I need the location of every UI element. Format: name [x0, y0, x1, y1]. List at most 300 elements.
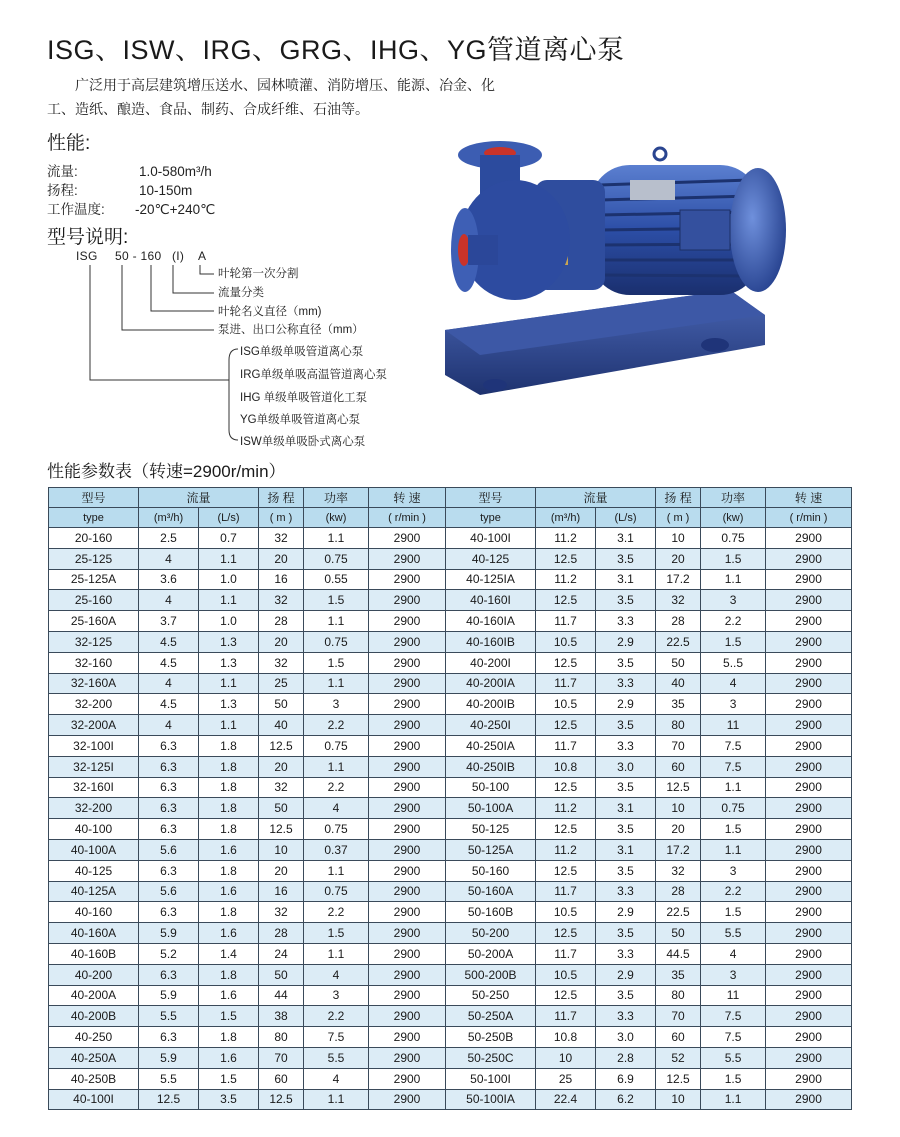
table-cell: 2900 — [369, 590, 446, 611]
table-cell: 32 — [259, 590, 304, 611]
table-cell: 40-100I — [49, 1089, 139, 1110]
table-cell: 1.1 — [199, 715, 259, 736]
table-cell: 11.7 — [536, 1006, 596, 1027]
table-row — [49, 652, 852, 673]
table-cell: 3.3 — [596, 943, 656, 964]
table-cell: 4 — [304, 798, 369, 819]
table-cell: 32-200A — [49, 715, 139, 736]
table-cell: 32 — [259, 902, 304, 923]
unit-type: type — [49, 508, 139, 528]
table-cell: 2900 — [369, 902, 446, 923]
table-cell: 40-125 — [446, 548, 536, 569]
table-cell: 5.5 — [701, 923, 766, 944]
table-cell: 44.5 — [656, 943, 701, 964]
table-cell: 50-125A — [446, 839, 536, 860]
table-row — [49, 548, 852, 569]
table-cell: 2.8 — [596, 1047, 656, 1068]
table-cell: 1.8 — [199, 735, 259, 756]
table-cell: 7.5 — [701, 735, 766, 756]
table-cell: 3 — [701, 694, 766, 715]
table-cell: 3.5 — [596, 548, 656, 569]
table-cell: 2900 — [369, 881, 446, 902]
table-cell: 3.5 — [596, 819, 656, 840]
legend-series-ihg: IHG 单级单吸管道化工泵 — [240, 392, 368, 404]
table-cell: 2900 — [369, 715, 446, 736]
table-row — [49, 964, 852, 985]
table-cell: 80 — [656, 715, 701, 736]
table-cell: 44 — [259, 985, 304, 1006]
table-cell: 11.2 — [536, 839, 596, 860]
table-cell: 2900 — [766, 756, 852, 777]
table-row — [49, 819, 852, 840]
table-cell: 6.3 — [139, 1027, 199, 1048]
table-cell: 1.1 — [304, 1089, 369, 1110]
table-cell: 2900 — [766, 1027, 852, 1048]
table-cell: 1.1 — [304, 860, 369, 881]
table-cell: 3.0 — [596, 1027, 656, 1048]
table-cell: 40-160IA — [446, 611, 536, 632]
table-cell: 10 — [536, 1047, 596, 1068]
table-row — [49, 1006, 852, 1027]
table-cell: 10.5 — [536, 631, 596, 652]
table-cell: 17.2 — [656, 839, 701, 860]
table-cell: 40-160IB — [446, 631, 536, 652]
table-cell: 1.1 — [199, 673, 259, 694]
unit-ls: (L/s) — [199, 508, 259, 528]
table-cell: 3.1 — [596, 569, 656, 590]
legend-series-yg: YG单级单吸管道离心泵 — [240, 414, 361, 426]
table-cell: 60 — [656, 756, 701, 777]
table-cell: 3.5 — [596, 985, 656, 1006]
table-row — [49, 985, 852, 1006]
table-cell: 5.5 — [701, 1047, 766, 1068]
col-flow-header: 流量 — [139, 488, 259, 508]
col-power-header: 功率 — [701, 488, 766, 508]
table-cell: 25-160A — [49, 611, 139, 632]
table-cell: 40-160I — [446, 590, 536, 611]
table-cell: 50 — [656, 923, 701, 944]
table-cell: 2900 — [766, 590, 852, 611]
table-cell: 1.5 — [701, 548, 766, 569]
table-cell: 1.4 — [199, 943, 259, 964]
table-cell: 1.8 — [199, 798, 259, 819]
table-cell: 25-125A — [49, 569, 139, 590]
table-cell: 1.1 — [199, 590, 259, 611]
table-cell: 2900 — [369, 652, 446, 673]
table-cell: 25 — [259, 673, 304, 694]
table-cell: 5.9 — [139, 923, 199, 944]
table-cell: 32-125 — [49, 631, 139, 652]
perf-label: 流量: — [47, 164, 78, 179]
table-cell: 2900 — [369, 548, 446, 569]
table-cell: 2900 — [369, 1068, 446, 1089]
table-cell: 32-160 — [49, 652, 139, 673]
table-row — [49, 735, 852, 756]
table-cell: 1.1 — [304, 528, 369, 549]
table-cell: 50-200 — [446, 923, 536, 944]
table-cell: 6.3 — [139, 798, 199, 819]
table-cell: 40-160A — [49, 923, 139, 944]
table-cell: 40-100A — [49, 839, 139, 860]
table-cell: 3 — [304, 985, 369, 1006]
table-row — [49, 881, 852, 902]
table-cell: 4.5 — [139, 652, 199, 673]
table-cell: 1.5 — [701, 819, 766, 840]
table-cell: 2900 — [369, 735, 446, 756]
unit-rpm: ( r/min ) — [766, 508, 852, 528]
table-cell: 1.3 — [199, 694, 259, 715]
table-cell: 2900 — [766, 1047, 852, 1068]
col-speed-header: 转 速 — [369, 488, 446, 508]
table-cell: 10 — [259, 839, 304, 860]
table-cell: 1.8 — [199, 756, 259, 777]
table-cell: 2900 — [766, 631, 852, 652]
table-cell: 40-200 — [49, 964, 139, 985]
table-row — [49, 943, 852, 964]
table-cell: 1.6 — [199, 1047, 259, 1068]
table-cell: 20 — [656, 548, 701, 569]
table-cell: 2900 — [369, 839, 446, 860]
table-cell: 50-160 — [446, 860, 536, 881]
table-cell: 6.3 — [139, 777, 199, 798]
table-cell: 4 — [304, 964, 369, 985]
table-cell: 2900 — [766, 1089, 852, 1110]
table-cell: 2900 — [766, 673, 852, 694]
table-cell: 6.2 — [596, 1089, 656, 1110]
legend-impeller-dia: 叶轮名义直径（mm) — [218, 306, 322, 318]
table-cell: 2.2 — [304, 1006, 369, 1027]
table-cell: 2900 — [369, 777, 446, 798]
table-cell: 4 — [139, 548, 199, 569]
col-head-header: 扬 程 — [259, 488, 304, 508]
table-cell: 5.5 — [139, 1006, 199, 1027]
table-cell: 28 — [656, 881, 701, 902]
table-cell: 40-100I — [446, 528, 536, 549]
table-cell: 22.4 — [536, 1089, 596, 1110]
table-cell: 11.2 — [536, 798, 596, 819]
pump-image — [440, 140, 790, 405]
table-cell: 2900 — [766, 902, 852, 923]
table-cell: 35 — [656, 964, 701, 985]
table-cell: 12.5 — [536, 819, 596, 840]
table-row — [49, 1027, 852, 1048]
table-cell: 12.5 — [536, 590, 596, 611]
table-cell: 12.5 — [536, 923, 596, 944]
table-cell: 2900 — [369, 943, 446, 964]
table-row — [49, 1068, 852, 1089]
table-cell: 50-200A — [446, 943, 536, 964]
table-cell: 2.2 — [304, 902, 369, 923]
table-cell: 32-125I — [49, 756, 139, 777]
table-cell: 2900 — [369, 964, 446, 985]
table-cell: 12.5 — [536, 860, 596, 881]
unit-kw: (kw) — [304, 508, 369, 528]
table-cell: 3.3 — [596, 735, 656, 756]
table-cell: 1.5 — [701, 1068, 766, 1089]
table-cell: 6.9 — [596, 1068, 656, 1089]
table-cell: 11.2 — [536, 569, 596, 590]
table-row — [49, 902, 852, 923]
table-cell: 11.7 — [536, 611, 596, 632]
table-cell: 12.5 — [139, 1089, 199, 1110]
table-cell: 40-250I — [446, 715, 536, 736]
perf-value: 10-150m — [139, 183, 193, 198]
table-cell: 4 — [304, 1068, 369, 1089]
table-cell: 25-125 — [49, 548, 139, 569]
col-speed-header: 转 速 — [766, 488, 852, 508]
table-cell: 0.75 — [304, 819, 369, 840]
table-cell: 7.5 — [701, 1027, 766, 1048]
table-cell: 2900 — [766, 943, 852, 964]
table-cell: 40-125 — [49, 860, 139, 881]
table-cell: 40-125IA — [446, 569, 536, 590]
table-cell: 20 — [259, 548, 304, 569]
table-cell: 1.6 — [199, 839, 259, 860]
table-row — [49, 569, 852, 590]
table-cell: 3.5 — [596, 777, 656, 798]
table-cell: 40-250 — [49, 1027, 139, 1048]
table-cell: 3.3 — [596, 881, 656, 902]
perf-label: 工作温度: — [47, 202, 105, 217]
table-cell: 2900 — [369, 923, 446, 944]
table-cell: 1.1 — [304, 943, 369, 964]
table-cell: 3.5 — [596, 715, 656, 736]
table-cell: 22.5 — [656, 631, 701, 652]
table-cell: 40-250B — [49, 1068, 139, 1089]
table-cell: 1.3 — [199, 652, 259, 673]
table-cell: 50-160B — [446, 902, 536, 923]
table-cell: 5.9 — [139, 985, 199, 1006]
table-cell: 24 — [259, 943, 304, 964]
perf-value: 1.0-580m³/h — [139, 164, 212, 179]
table-cell: 11.7 — [536, 673, 596, 694]
table-cell: 2.5 — [139, 528, 199, 549]
table-cell: 2.9 — [596, 964, 656, 985]
table-cell: 2.2 — [701, 881, 766, 902]
table-cell: 6.3 — [139, 964, 199, 985]
unit-m3h: (m³/h) — [536, 508, 596, 528]
table-cell: 10 — [656, 528, 701, 549]
table-cell: 11 — [701, 715, 766, 736]
table-cell: 5.9 — [139, 1047, 199, 1068]
col-flow-header: 流量 — [536, 488, 656, 508]
table-cell: 7.5 — [304, 1027, 369, 1048]
table-cell: 70 — [656, 735, 701, 756]
table-cell: 3.5 — [596, 590, 656, 611]
table-cell: 6.3 — [139, 756, 199, 777]
table-cell: 17.2 — [656, 569, 701, 590]
table-cell: 12.5 — [656, 1068, 701, 1089]
table-row — [49, 1089, 852, 1110]
table-cell: 4.5 — [139, 694, 199, 715]
table-cell: 1.1 — [199, 548, 259, 569]
table-cell: 35 — [656, 694, 701, 715]
table-cell: 40-125A — [49, 881, 139, 902]
table-row — [49, 756, 852, 777]
table-cell: 50-250C — [446, 1047, 536, 1068]
table-cell: 2900 — [766, 860, 852, 881]
table-cell: 3.1 — [596, 798, 656, 819]
table-cell: 3.3 — [596, 1006, 656, 1027]
table-cell: 1.5 — [199, 1068, 259, 1089]
code-part-diameter: 50 - 160 — [115, 249, 162, 263]
table-cell: 2.9 — [596, 694, 656, 715]
table-cell: 40-100 — [49, 819, 139, 840]
table-cell: 4 — [139, 590, 199, 611]
table-cell: 70 — [259, 1047, 304, 1068]
table-cell: 52 — [656, 1047, 701, 1068]
table-cell: 40 — [656, 673, 701, 694]
table-cell: 2.9 — [596, 631, 656, 652]
table-body — [49, 528, 852, 1110]
table-cell: 50-100A — [446, 798, 536, 819]
table-cell: 11.7 — [536, 881, 596, 902]
legend-cut: 叶轮第一次分割 — [218, 268, 299, 280]
table-cell: 50-100IA — [446, 1089, 536, 1110]
table-cell: 0.75 — [304, 631, 369, 652]
table-cell: 20 — [259, 860, 304, 881]
col-power-header: 功率 — [304, 488, 369, 508]
table-cell: 50-250 — [446, 985, 536, 1006]
table-cell: 3.5 — [596, 923, 656, 944]
table-cell: 2900 — [369, 985, 446, 1006]
table-cell: 2900 — [766, 735, 852, 756]
table-cell: 20-160 — [49, 528, 139, 549]
table-cell: 1.8 — [199, 902, 259, 923]
table-header-row — [49, 488, 852, 508]
table-cell: 1.5 — [701, 902, 766, 923]
unit-kw: (kw) — [701, 508, 766, 528]
code-part-class: (I) — [172, 249, 185, 263]
table-cell: 1.1 — [701, 1089, 766, 1110]
table-cell: 2900 — [766, 777, 852, 798]
table-cell: 2900 — [369, 819, 446, 840]
table-cell: 40-200B — [49, 1006, 139, 1027]
table-cell: 6.3 — [139, 902, 199, 923]
table-cell: 40-160B — [49, 943, 139, 964]
table-cell: 2900 — [766, 985, 852, 1006]
table-cell: 32-100I — [49, 735, 139, 756]
table-cell: 1.1 — [304, 673, 369, 694]
table-cell: 50 — [259, 798, 304, 819]
table-cell: 28 — [259, 923, 304, 944]
table-cell: 3.3 — [596, 611, 656, 632]
table-cell: 1.5 — [304, 590, 369, 611]
legend-flow-class: 流量分类 — [218, 287, 264, 299]
table-cell: 1.1 — [701, 569, 766, 590]
table-cell: 3.5 — [199, 1089, 259, 1110]
table-cell: 5.2 — [139, 943, 199, 964]
table-cell: 12.5 — [536, 985, 596, 1006]
table-cell: 1.6 — [199, 923, 259, 944]
table-row — [49, 839, 852, 860]
table-cell: 5.5 — [139, 1068, 199, 1089]
table-cell: 10.5 — [536, 902, 596, 923]
table-cell: 32-160A — [49, 673, 139, 694]
table-cell: 50-160A — [446, 881, 536, 902]
table-cell: 0.75 — [701, 798, 766, 819]
performance-heading: 性能: — [47, 133, 91, 154]
table-cell: 5.6 — [139, 881, 199, 902]
table-cell: 11.7 — [536, 943, 596, 964]
table-cell: 2900 — [369, 798, 446, 819]
table-cell: 12.5 — [259, 1089, 304, 1110]
table-cell: 32 — [259, 777, 304, 798]
table-cell: 6.3 — [139, 735, 199, 756]
table-cell: 1.1 — [304, 611, 369, 632]
unit-m3h: (m³/h) — [139, 508, 199, 528]
table-cell: 2.2 — [304, 777, 369, 798]
intro-text: 广泛用于高层建筑增压送水、园林喷灌、消防增压、能源、冶金、化工、造纸、酿造、食品、制药、合成纤维、石油等。 — [47, 77, 495, 117]
table-cell: 40-250IB — [446, 756, 536, 777]
table-cell: 16 — [259, 569, 304, 590]
table-cell: 12.5 — [536, 548, 596, 569]
table-cell: 20 — [656, 819, 701, 840]
legend-port-dia: 泵进、出口公称直径（mm） — [218, 324, 364, 336]
table-cell: 32-200 — [49, 694, 139, 715]
table-cell: 32 — [259, 652, 304, 673]
table-cell: 10 — [656, 798, 701, 819]
unit-m: ( m ) — [656, 508, 701, 528]
table-cell: 40 — [259, 715, 304, 736]
performance-table — [48, 487, 852, 1110]
table-cell: 5.5 — [304, 1047, 369, 1068]
table-cell: 25-160 — [49, 590, 139, 611]
table-cell: 1.8 — [199, 1027, 259, 1048]
perf-value: -20℃+240℃ — [135, 202, 216, 217]
table-cell: 0.75 — [304, 735, 369, 756]
table-cell: 3.3 — [596, 673, 656, 694]
table-cell: 2900 — [369, 528, 446, 549]
table-cell: 32 — [259, 528, 304, 549]
table-cell: 12.5 — [259, 819, 304, 840]
table-cell: 1.8 — [199, 819, 259, 840]
table-cell: 2900 — [369, 860, 446, 881]
table-cell: 40-250IA — [446, 735, 536, 756]
table-cell: 3 — [701, 590, 766, 611]
table-row — [49, 777, 852, 798]
table-cell: 2900 — [369, 611, 446, 632]
table-title: 性能参数表（转速=2900r/min） — [47, 462, 286, 481]
table-cell: 1.8 — [199, 777, 259, 798]
table-cell: 11 — [701, 985, 766, 1006]
table-cell: 50-250A — [446, 1006, 536, 1027]
table-cell: 2900 — [766, 964, 852, 985]
table-row — [49, 860, 852, 881]
table-cell: 2900 — [369, 631, 446, 652]
table-cell: 25 — [536, 1068, 596, 1089]
table-cell: 11.7 — [536, 735, 596, 756]
col-type-header: 型号 — [49, 488, 139, 508]
table-cell: 4 — [139, 673, 199, 694]
table-cell: 70 — [656, 1006, 701, 1027]
table-cell: 2900 — [766, 839, 852, 860]
table-subheader-row — [49, 508, 852, 528]
table-cell: 2900 — [369, 1006, 446, 1027]
table-cell: 50 — [259, 694, 304, 715]
table-cell: 20 — [259, 631, 304, 652]
code-part-series: ISG — [76, 249, 98, 263]
col-type-header: 型号 — [446, 488, 536, 508]
table-cell: 50-250B — [446, 1027, 536, 1048]
table-row — [49, 528, 852, 549]
table-cell: 60 — [259, 1068, 304, 1089]
table-cell: 2.2 — [701, 611, 766, 632]
table-cell: 3 — [701, 964, 766, 985]
table-row — [49, 923, 852, 944]
table-cell: 3.7 — [139, 611, 199, 632]
table-cell: 2900 — [766, 1006, 852, 1027]
